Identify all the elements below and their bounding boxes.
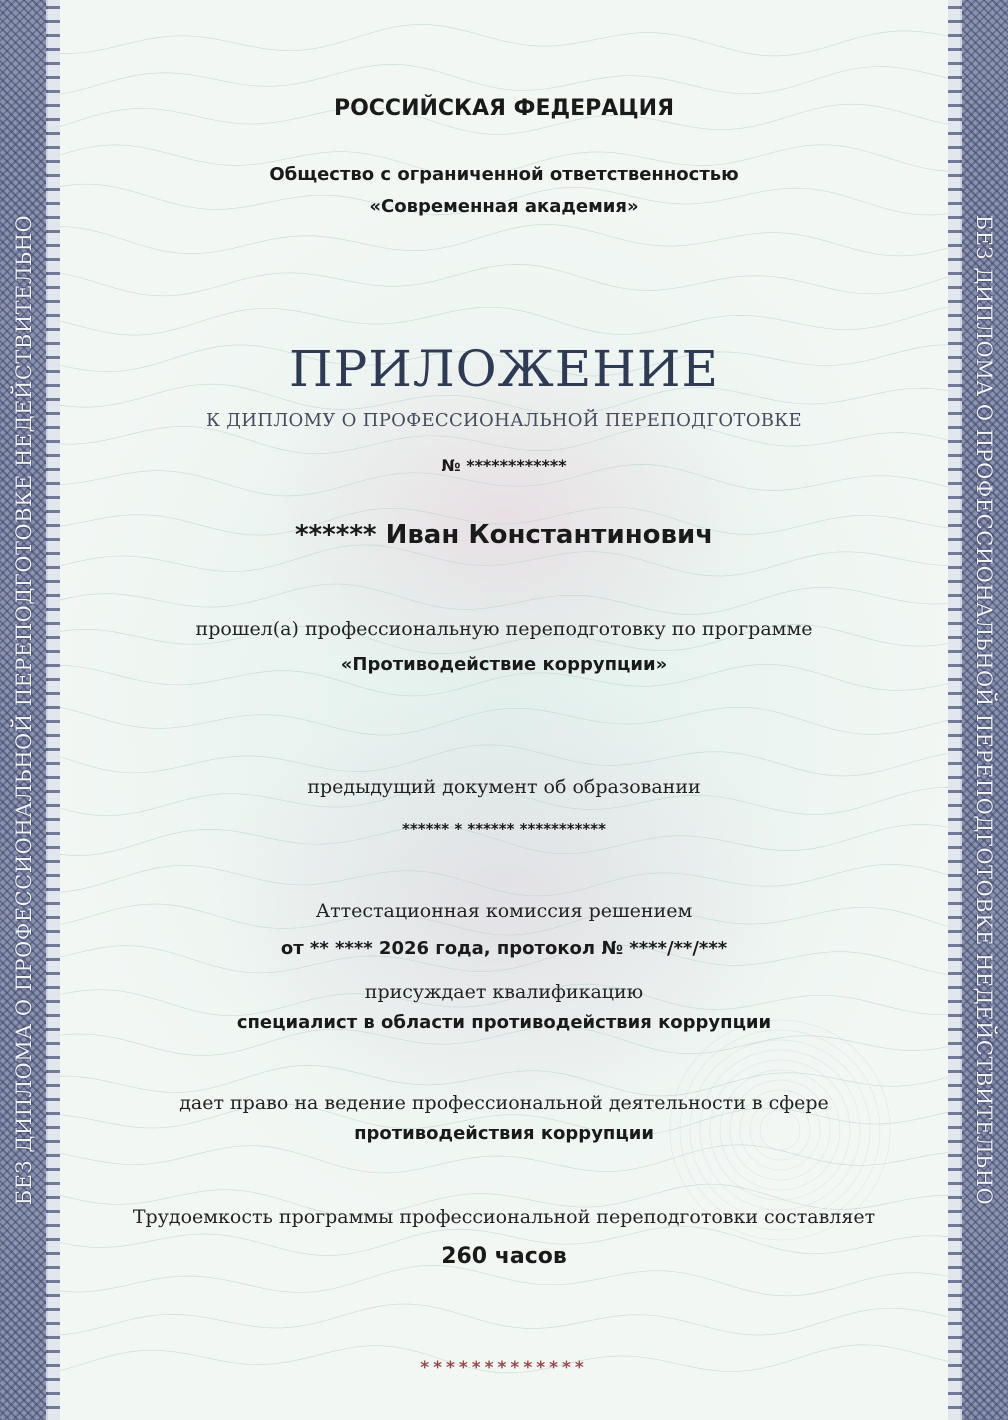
- guilloche-wave: [50, 745, 954, 776]
- organization-name: «Современная академия»: [369, 196, 639, 217]
- guilloche-wave: [50, 264, 954, 296]
- country-heading: РОССИЙСКАЯ ФЕДЕРАЦИЯ: [333, 96, 675, 121]
- guilloche-wave: [50, 64, 954, 95]
- program-name: «Противодействие коррупции»: [340, 654, 668, 675]
- guilloche-wave: [50, 584, 954, 614]
- guilloche-wave: [50, 1304, 954, 1335]
- guilloche-wave: [50, 1265, 954, 1296]
- commission-protocol: от ** **** 2026 года, протокол № ****/**/***: [280, 938, 728, 959]
- document-subtitle: К ДИПЛОМУ О ПРОФЕССИОНАЛЬНОЙ ПЕРЕПОДГОТОВКЕ: [206, 410, 802, 431]
- guilloche-wave: [50, 306, 954, 335]
- right-border-text: БЕЗ ДИПЛОМА О ПРОФЕССИОНАЛЬНОЙ ПЕРЕПОДГОТОВКЕ НЕДЕЙСТВИТЕЛЬНО: [972, 214, 996, 1206]
- guilloche-wave: [50, 25, 954, 56]
- program-passed-label: прошел(а) профессиональную переподготовку по программе: [195, 618, 813, 640]
- guilloche-wave: [50, 224, 954, 256]
- guilloche-wave: [50, 706, 954, 736]
- commission-label: Аттестационная комиссия решением: [315, 900, 693, 922]
- rights-label: дает право на ведение профессиональной деятельности в сфере: [179, 1092, 829, 1114]
- recipient-name: ****** Иван Константинович: [294, 520, 714, 550]
- rights-sphere: противодействия коррупции: [354, 1123, 654, 1144]
- document-number: № ************: [441, 456, 567, 475]
- guilloche-wave: [50, 1145, 954, 1173]
- workload-label: Трудоемкость программы профессиональной переподготовки составляет: [132, 1206, 876, 1228]
- organization-type: Общество с ограниченной ответственностью: [269, 164, 739, 185]
- workload-hours: 260 часов: [441, 1244, 567, 1269]
- serial-number-stars: *************: [420, 1358, 588, 1378]
- document-title: ПРИЛОЖЕНИЕ: [289, 340, 719, 398]
- previous-document-label: предыдущий документ об образовании: [307, 776, 701, 798]
- qualification-value: специалист в области противодействия коррупции: [236, 1012, 772, 1033]
- left-border-edge: [46, 0, 60, 1420]
- qualification-label: присуждает квалификацию: [364, 981, 644, 1003]
- guilloche-wave: [50, 864, 954, 896]
- left-border-text: БЕЗ ДИПЛОМА О ПРОФЕССИОНАЛЬНОЙ ПЕРЕПОДГОТОВКЕ НЕДЕЙСТВИТЕЛЬНО: [12, 214, 36, 1206]
- right-border-edge: [948, 0, 962, 1420]
- previous-document-value: ****** * ****** ***********: [402, 820, 606, 838]
